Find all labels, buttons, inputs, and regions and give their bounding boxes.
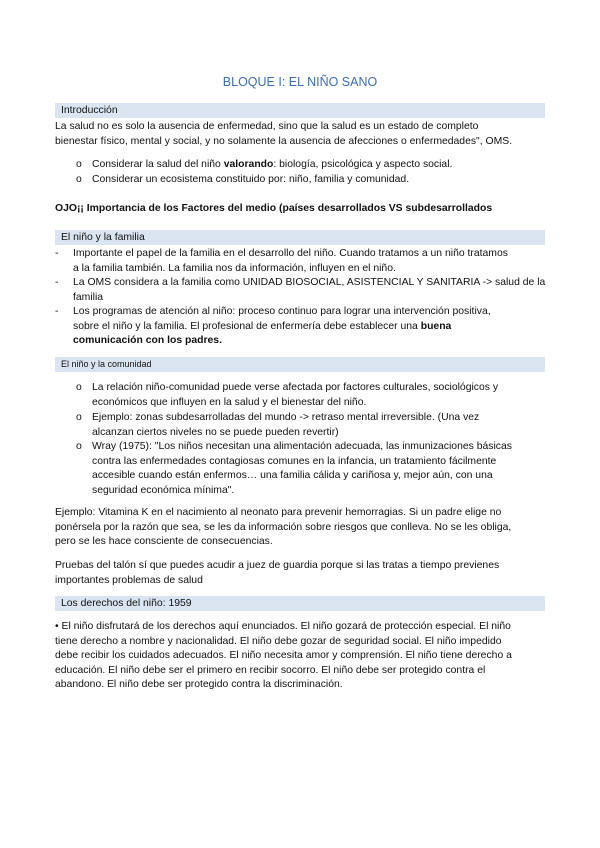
dash-marker: - xyxy=(55,306,59,317)
dash-marker: - xyxy=(55,277,59,288)
derechos-heading: Los derechos del niño: 1959 xyxy=(61,598,192,609)
ejemplo-paragraph xyxy=(55,506,547,550)
familia-heading-band xyxy=(55,230,545,245)
comunidad-item-1 xyxy=(92,381,498,410)
comunidad-heading-band xyxy=(55,357,545,372)
dash-marker: - xyxy=(55,248,59,259)
item-line: económicos que influyen en la salud y el bienestar del niño. xyxy=(92,396,367,408)
bullet-marker: o xyxy=(76,441,82,452)
intro-paragraph xyxy=(55,120,547,149)
bullet-marker: o xyxy=(76,382,82,393)
item-line: La OMS considera a la familia como UNIDAD BIOSOCIAL, ASISTENCIAL Y SANITARIA -> salud de la xyxy=(73,277,546,288)
comunidad-item-2 xyxy=(92,411,479,440)
item-text: sobre el niño y la familia. El profesional de enfermería debe establecer una xyxy=(73,320,421,332)
para-line: importantes problemas de salud xyxy=(55,574,203,586)
page-title: BLOQUE I: EL NIÑO SANO xyxy=(222,75,378,89)
para-line: ponérsela por la razón que sea, se les da información sobre riesgos que conlleva. No se les obliga, xyxy=(55,521,512,533)
item-line: La relación niño-comunidad puede verse afectada por factores culturales, sociológicos y xyxy=(92,382,499,393)
bullet-marker: o xyxy=(76,159,82,170)
para-line: tiene derecho a nombre y nacionalidad. El niño debe gozar de seguridad social. El niño impedido xyxy=(55,635,502,647)
intro-bullet-1 xyxy=(92,158,452,173)
item-line: Los programas de atención al niño: proceso continuo para lograr una intervención positiva, xyxy=(73,306,491,317)
item-line: accesible cuando están enfermos… una familia cálida y cariñosa y, mejor aún, con una xyxy=(92,470,493,482)
derechos-heading-band xyxy=(55,596,545,611)
intro-line: bienestar físico, mental y social, y no solamente la ausencia de afecciones o enfermedades", OMS. xyxy=(55,135,513,147)
item-line-bold: comunicación con los padres. xyxy=(73,335,222,347)
familia-item-3 xyxy=(73,305,491,349)
ojo-note: OJO¡¡ Importancia de los Factores del medio (países desarrollados VS subdesarrollados xyxy=(55,203,493,214)
para-line: pero se les hace consciente de consecuencias. xyxy=(55,536,273,548)
intro-line: La salud no es solo la ausencia de enfermedad, sino que la salud es un estado de completo xyxy=(55,121,479,132)
item-line: a la familia también. La familia nos da información, influyen en el niño. xyxy=(73,262,396,274)
familia-item-2 xyxy=(73,276,545,305)
item-line: contra las enfermedades contagiosas comunes en la infancia, un tratamiento fácilmente xyxy=(92,455,497,467)
para-line: • El niño disfrutará de los derechos aquí enunciados. El niño gozará de protección especial. El niño xyxy=(55,621,511,632)
item-line: familia xyxy=(73,291,104,303)
derechos-paragraph xyxy=(55,620,547,693)
intro-heading: Introducción xyxy=(61,105,118,116)
item-line: Wray (1975): "Los niños necesitan una alimentación adecuada, las inmunizaciones básicas xyxy=(92,441,512,452)
bullet-marker: o xyxy=(76,412,82,423)
bullet-text: : biología, psicológica y aspecto social. xyxy=(273,159,453,170)
intro-heading-band xyxy=(55,103,545,118)
item-bold: buena xyxy=(420,320,452,332)
bullet-text: Considerar la salud del niño xyxy=(92,159,224,170)
item-line: Ejemplo: zonas subdesarrolladas del mundo -> retraso mental irreversible. (Una vez xyxy=(92,412,480,423)
intro-bullet-2: Considerar un ecosistema constituido por: niño, familia y comunidad. xyxy=(92,174,410,185)
para-line: abandono. El niño debe ser protegido contra la discriminación. xyxy=(55,679,343,691)
para-line: Pruebas del talón sí que puedes acudir a juez de guardia porque si las tratas a tiempo previenes xyxy=(55,560,500,571)
para-line: debe recibir los cuidados adecuados. El niño necesita amor y comprensión. El niño tiene derecho a xyxy=(55,650,512,662)
comunidad-item-3 xyxy=(92,440,512,498)
pruebas-paragraph xyxy=(55,559,547,588)
comunidad-heading: El niño y la comunidad xyxy=(61,359,152,369)
familia-item-1 xyxy=(73,247,508,276)
item-line: seguridad económica mínima". xyxy=(92,484,235,496)
item-line: Importante el papel de la familia en el desarrollo del niño. Cuando tratamos a un niño tratamos xyxy=(73,248,508,259)
item-line: alcanzan ciertos niveles no se puede pueden revertir) xyxy=(92,426,339,438)
item-line xyxy=(73,320,491,335)
familia-heading: El niño y la familia xyxy=(61,232,145,243)
para-line: educación. El niño debe ser el primero en recibir socorro. El niño debe ser protegido contra el xyxy=(55,664,486,676)
bullet-bold: valorando xyxy=(223,159,274,170)
bullet-marker: o xyxy=(76,174,82,185)
para-line: Ejemplo: Vitamina K en el nacimiento al neonato para prevenir hemorragias. Si un padre elige no xyxy=(55,507,502,518)
